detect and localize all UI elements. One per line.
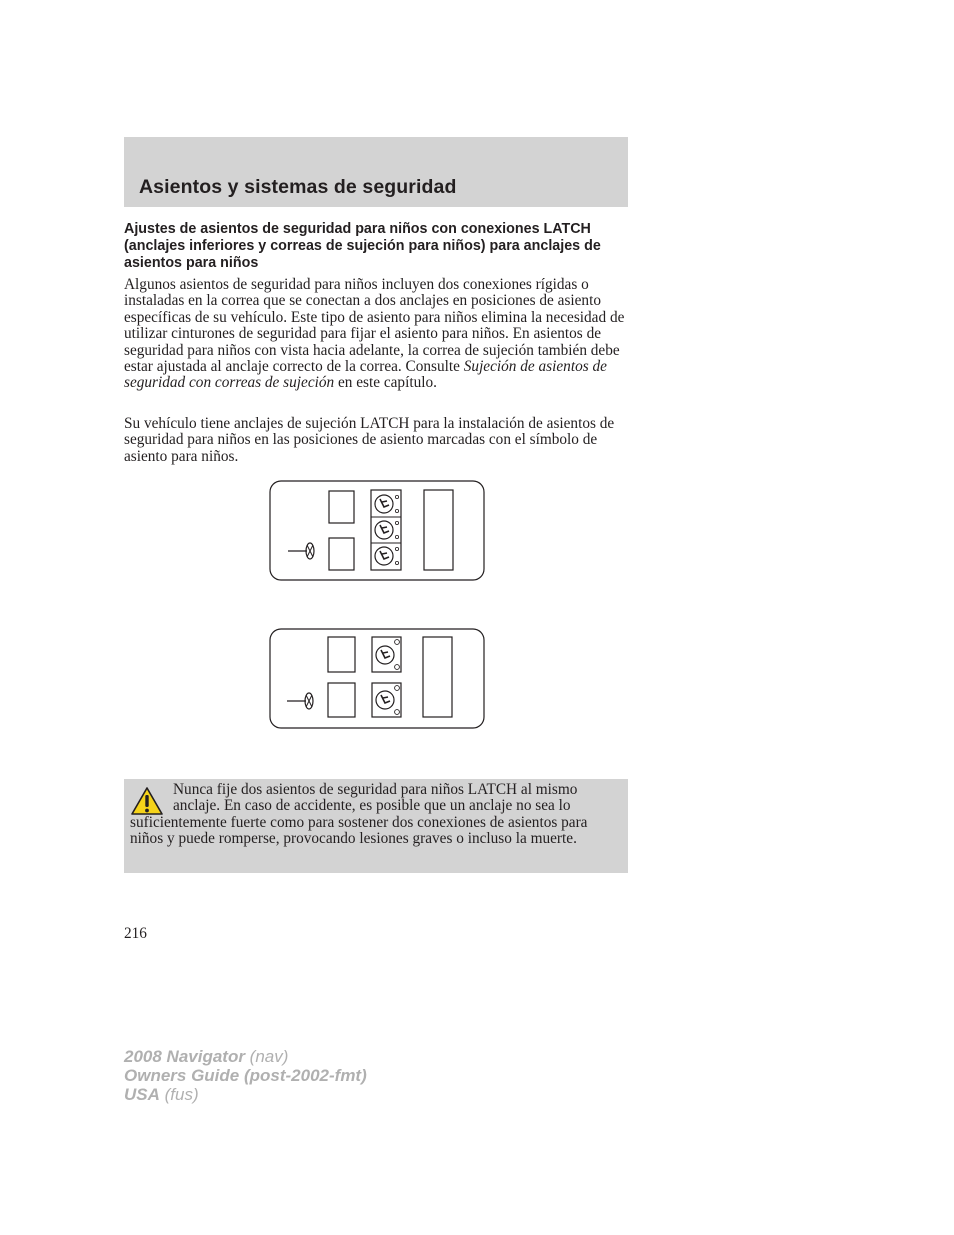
footer-model: 2008 Navigator bbox=[124, 1047, 245, 1066]
footer-line-region bbox=[124, 1085, 367, 1104]
warning-icon-spacer bbox=[130, 782, 173, 814]
footer-line-model bbox=[124, 1047, 367, 1066]
paragraph-text: Algunos asientos de seguridad para niños incluyen dos conexiones rígidas o instaladas en la correa que se conectan a dos anclajes en posiciones de asiento específicas de su vehículo. Este tipo de asiento para niños elimina la necesidad de utilizar cinturones de seguridad para fijar el asiento para niños. En asientos de seguridad para niños con vista hacia adelante, la correa de sujeción también debe estar ajustada al anclaje correcto de la correa. Consulte bbox=[124, 276, 625, 376]
seating-diagram-three-row bbox=[268, 480, 486, 582]
seating-diagram-two-row bbox=[268, 628, 486, 730]
cross-reference: Sujeción de asientos de seguridad con correas de sujeción bbox=[124, 358, 607, 392]
child-seat-icon bbox=[375, 547, 399, 565]
footer-guide: Owners Guide (post-2002-fmt) bbox=[124, 1066, 367, 1085]
section-title: Asientos y sistemas de seguridad bbox=[139, 176, 457, 198]
footer-line-guide bbox=[124, 1066, 367, 1085]
child-seat-icon bbox=[375, 495, 399, 513]
subheading: Ajustes de asientos de seguridad para niños con conexiones LATCH (anclajes inferiores y correas de sujeción para niños) para anclajes de asientos para niños bbox=[124, 221, 601, 271]
footer-region: USA bbox=[124, 1085, 160, 1104]
child-seat-icon bbox=[375, 521, 399, 539]
warning-message: Nunca fije dos asientos de seguridad para niños LATCH al mismo anclaje. En caso de accidente, es posible que un anclaje no sea lo suficientemente fuerte como para sostener dos conexiones de asientos para niños y puede romperse, provocando lesiones graves o incluso la muerte. bbox=[130, 781, 588, 848]
document-footer bbox=[124, 1047, 367, 1104]
paragraph-latch-description bbox=[124, 277, 634, 392]
paragraph-latch-positions: Su vehículo tiene anclajes de sujeción LATCH para la instalación de asientos de seguridad para niños en las posiciones de asiento marcadas con el símbolo de asiento para niños. bbox=[124, 415, 615, 465]
paragraph-text-end: en este capítulo. bbox=[334, 374, 437, 392]
page-number: 216 bbox=[124, 925, 147, 942]
footer-region-code: (fus) bbox=[159, 1085, 199, 1104]
footer-model-code: (nav) bbox=[244, 1047, 289, 1066]
child-seat-icon bbox=[372, 683, 401, 717]
warning-text-block bbox=[130, 782, 622, 848]
child-seat-icon bbox=[372, 637, 401, 672]
